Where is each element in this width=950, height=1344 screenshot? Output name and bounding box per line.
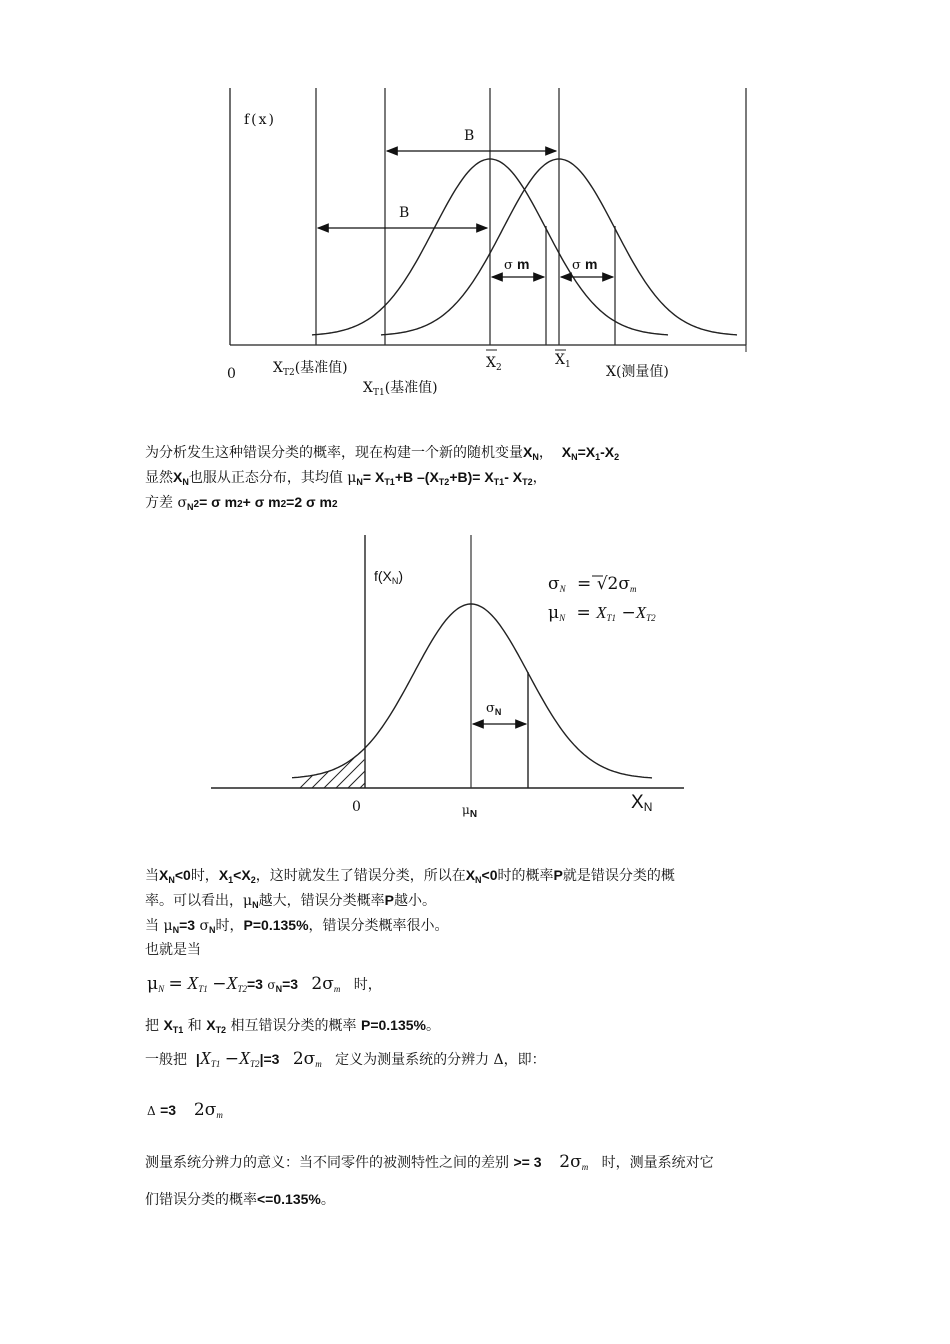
fig2-origin: 0 <box>352 799 361 815</box>
fig2-sigma-n-label: $\sigma_N$ <box>486 701 502 717</box>
fig1-x-measured-label: X(测量值) <box>606 364 669 380</box>
fig2-mu-label: $\mu_N$ <box>462 803 478 820</box>
fig1-b-label-upper: B <box>464 128 475 144</box>
para2-line1: 当$X_N<0$时，$X_1<X_2$，这时就发生了错误分类，所以在$X_N<0$时的概率P就是错误分类的概 <box>145 867 675 885</box>
fig1-x1bar-label: $X_1$ <box>555 352 571 370</box>
fig2-fxn-label: $f(X_N)$ <box>374 568 404 586</box>
fig1-b-label-lower: B <box>399 205 410 221</box>
fig1-fx-label: f(x) <box>244 112 277 128</box>
fig2-curve <box>292 604 652 778</box>
para2-line5-formula: $\mu_N = X_{T1} -X_{T2}=3$ $\sigma_N=3$ $2\sigma_m$ 时， <box>147 973 382 994</box>
para2-line9: 测量系统分辨力的意义：当不同零件的被测特性之间的差别 >= 3 $2\sigma_m$ 时，测量系统对它 <box>145 1152 714 1172</box>
fig1-xt2-label: $X_{T2}$(基准值) <box>273 360 348 378</box>
para2-line10: 们错误分类的概率<=0.135%。 <box>145 1191 335 1208</box>
para1-line2: 显然$X_N$也服从正态分布，其均值 $\mu_N= X_{T1}+B$ $-(X_{T2}+B)= X_{T1}-$ $X_{T2}$， <box>145 469 547 487</box>
para1-line1: 为分析发生这种错误分类的概率，现在构建一个新的随机变量$X_N$， $X_N=X_1-X_2$ <box>145 444 620 462</box>
fig1-x2bar-label: $X_2$ <box>486 355 502 373</box>
para2-line8-delta: Δ =3 $2\sigma_m$ <box>147 1100 223 1120</box>
para2-line4: 也就是当 <box>145 942 201 958</box>
para2-line3: 当 $\mu_N=3$ $\sigma_N$时，P=0.135%，错误分类概率很小。 <box>145 917 449 935</box>
fig2-formula-sigma: $\sigma_N = √2\sigma_m$ <box>548 574 637 594</box>
para2-line7: 一般把 $|X_{T1} -X_{T2}|=3$ $2\sigma_m$ 定义为测量系统的分辨力 Δ，即： <box>145 1048 546 1069</box>
fig2-hatched-tail <box>300 758 390 788</box>
fig2-formula-mu: $\mu_N = X_{T1} -X_{T2}$ <box>548 603 656 623</box>
para1-line3: 方差 $\sigma_N2= \sigma$ m2+ σ m2=2 σ m2 <box>145 494 338 512</box>
fig1-sigma-m-left: σ m <box>504 256 530 273</box>
fig1-sigma-m-right: σ m <box>572 256 598 273</box>
fig1-xt1-label: $X_{T1}$(基准值) <box>363 380 438 398</box>
fig1-origin: 0 <box>227 366 236 382</box>
para2-line6: 把 $X_{T1}$ 和 $X_{T2}$ 相互错误分类的概率 P=0.135%。 <box>145 1017 440 1035</box>
fig2-xn-label: $X_N$ <box>631 792 653 814</box>
para2-line2: 率。可以看出，$\mu_N$越大，错误分类概率P越小。 <box>145 892 436 910</box>
